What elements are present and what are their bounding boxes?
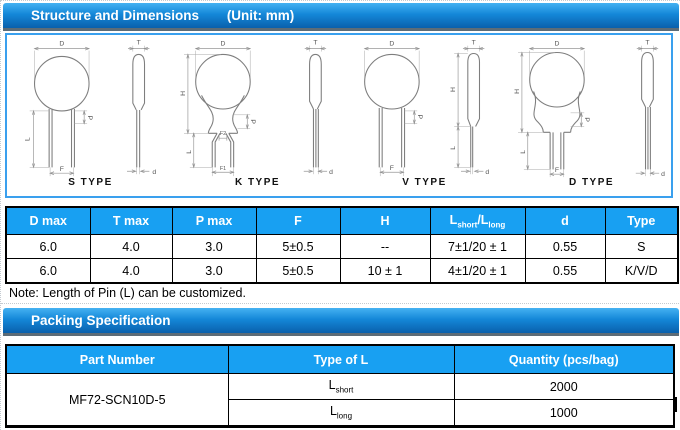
cell-t-max: 4.0	[90, 259, 172, 284]
note-text: Note: Length of Pin (L) can be customized.	[9, 286, 246, 300]
dim-label-d-top: D	[59, 40, 65, 48]
dim-label-t: T	[136, 39, 141, 47]
diagrams-panel	[5, 33, 673, 198]
packing-table-header-row	[6, 345, 674, 374]
dim-label-l: L	[519, 149, 527, 154]
cell-d: 0.55	[525, 235, 605, 259]
cell-p-max: 3.0	[172, 259, 256, 284]
s-type-diagram	[7, 35, 174, 181]
text-cursor-artifact	[675, 397, 677, 412]
col-header-type-of-l: Type of L	[228, 345, 454, 374]
diagram-cell-v-type	[341, 35, 508, 196]
col-header-l-short-l-long	[430, 207, 525, 235]
cell-d-max: 6.0	[6, 259, 90, 284]
cell-type-l-short	[228, 374, 454, 400]
dim-label-p: P	[416, 114, 424, 120]
dim-label-d-lead: d	[152, 169, 157, 177]
cell-l: 7±1/20 ± 1	[430, 235, 525, 259]
separator-line	[1, 303, 680, 304]
dim-label-t: T	[471, 39, 476, 47]
col-header-t-max: T max	[90, 207, 172, 235]
col-header-p-max: P max	[172, 207, 256, 235]
dim-label-p: P	[583, 117, 591, 122]
d-type-label: D TYPE	[568, 177, 615, 188]
dim-label-l: L	[24, 137, 32, 142]
table-row-s-type	[6, 235, 678, 259]
cell-h: 10 ± 1	[340, 259, 430, 284]
dim-label-f2: F2	[219, 130, 227, 137]
col-header-h: H	[340, 207, 430, 235]
packing-table	[5, 344, 675, 428]
packing-row-l-short	[6, 374, 674, 400]
dim-label-d-top: D	[220, 40, 226, 48]
l-header-sub1: short	[457, 220, 478, 230]
cell-d: 0.55	[525, 259, 605, 284]
dimensions-table	[5, 206, 679, 284]
section-title-packing: Packing Specification	[31, 313, 171, 328]
dimensions-table-header-row	[6, 207, 678, 235]
cell-t-max: 4.0	[90, 235, 172, 259]
section-banner-packing	[3, 308, 679, 336]
k-type-label: K TYPE	[234, 177, 281, 188]
dim-label-h: H	[450, 87, 458, 92]
s-type-label: S TYPE	[68, 177, 113, 188]
cell-p-max: 3.0	[172, 235, 256, 259]
dim-label-f1: F1	[219, 165, 227, 172]
cell-d-max: 6.0	[6, 235, 90, 259]
col-header-d: d	[525, 207, 605, 235]
v-type-diagram	[341, 35, 508, 181]
d-type-diagram	[508, 35, 675, 181]
cell-h: --	[340, 235, 430, 259]
k-type-diagram	[174, 35, 341, 181]
table-row-kvd-type	[6, 259, 678, 284]
unit-label: (Unit: mm)	[226, 8, 295, 23]
col-header-quantity: Quantity (pcs/bag)	[454, 345, 674, 374]
dim-label-p: P	[86, 115, 94, 121]
dim-label-l: L	[450, 146, 458, 150]
dim-label-h: H	[513, 88, 521, 94]
cell-qty-l-short: 2000	[454, 374, 674, 400]
col-header-part-number: Part Number	[6, 345, 228, 374]
diagram-cell-k-type	[174, 35, 341, 196]
dim-label-t: T	[313, 39, 318, 47]
dim-label-f: F	[59, 165, 64, 173]
col-header-d-max: D max	[6, 207, 90, 235]
cell-l: 4±1/20 ± 1	[430, 259, 525, 284]
dim-label-d-lead: d	[661, 171, 665, 179]
dim-label-l: L	[185, 149, 193, 154]
l-header-base2: /L	[477, 212, 489, 227]
dim-label-f: F	[554, 166, 560, 174]
l-header-base1: L	[449, 212, 458, 227]
dim-label-f: F	[389, 164, 394, 172]
l-header-sub2: long	[488, 220, 506, 230]
cell-type-l-long	[228, 400, 454, 427]
diagram-cell-s-type	[7, 35, 174, 196]
cell-f: 5±0.5	[256, 259, 340, 284]
cell-type: S	[605, 235, 678, 259]
cell-f: 5±0.5	[256, 235, 340, 259]
dim-label-d-lead: d	[329, 169, 333, 177]
cell-type: K/V/D	[605, 259, 678, 284]
cell-qty-l-long: 1000	[454, 400, 674, 427]
col-header-f: F	[256, 207, 340, 235]
dim-label-d-lead: d	[485, 169, 490, 177]
v-type-label: V TYPE	[402, 177, 447, 188]
dim-label-p: P	[249, 119, 257, 124]
cell-part-number: MF72-SCN10D-5	[6, 374, 228, 427]
dim-label-h: H	[179, 90, 187, 96]
l-short-sub: short	[335, 385, 354, 395]
col-header-type: Type	[605, 207, 678, 235]
l-long-sub: long	[336, 411, 353, 421]
section-banner-structure	[3, 3, 679, 31]
dim-label-d-top: D	[389, 40, 395, 48]
dim-label-t: T	[645, 39, 650, 47]
l-long-base: L	[329, 404, 337, 419]
diagram-cell-d-type	[508, 35, 675, 196]
section-title-structure: Structure and Dimensions	[31, 8, 200, 23]
l-short-base: L	[328, 378, 336, 393]
dim-label-d-top: D	[554, 40, 560, 48]
